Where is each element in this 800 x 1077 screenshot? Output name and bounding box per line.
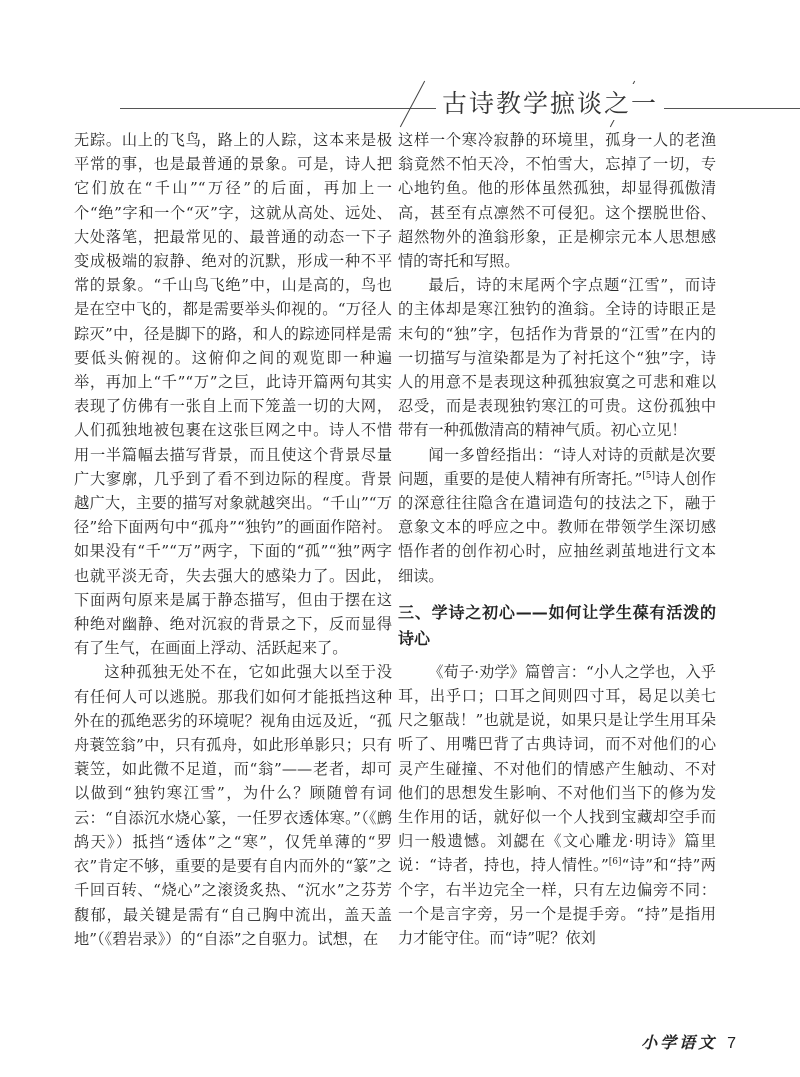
page-footer <box>641 1030 736 1053</box>
paragraph-text: “诗”和“持”两个字，右半边完全一样，只有左边偏旁不同：一个是言字旁，另一个是提手旁。“持”是指用力才能守住。而“诗”呢？依刘 <box>398 856 716 948</box>
paragraph-text: 诗人创作的深意往往隐含在遣词造句的技法之下，融于意象文本的呼应之中。教师在带领学生深切感悟作者的创作初心时，应抽丝剥茧地进行文本细读。 <box>398 469 716 585</box>
article-series-title: 古诗教学摭谈之一 <box>436 84 664 120</box>
right-column <box>398 128 716 950</box>
page-number: 7 <box>727 1035 736 1052</box>
body-paragraph: 无踪。山上的飞鸟，路上的人踪，这本来是极平常的事，也是最普通的景象。可是，诗人把它们放在“千山”“万径”的后面，再加上一个“绝”字和一个“灭”字，这就从高处、远处、大处落笔，把最常见的、最普通的动态一下子变成极端的寂静、绝对的沉默，形成一种不平常的景象。“千山鸟飞绝”中，山是高的，鸟也是在空中飞的，都是需要举头仰视的。“万径人踪灭”中，径是脚下的路，和人的踪迹同样是需要低头俯视的。这俯仰之间的观览即一种遍举，再加上“千”“万”之巨，此诗开篇两句其实表现了仿佛有一张自上而下笼盖一切的大网，人们孤独地被包裹在这张巨网之中。诗人不惜用一半篇幅去描写背景，而且使这个背景尽量广大寥廓，几乎到了看不到边际的程度。背景越广大，主要的描写对象就越突出。“千山”“万径”给下面两句中“孤舟”“独钓”的画面作陪衬。如果没有“千”“万”两字，下面的“孤”“独”两字也就平淡无奇，失去强大的感染力了。因此，下面两句原来是属于静态描写，但由于摆在这种绝对幽静、绝对沉寂的背景之下，反而显得有了生气，在画面上浮动、活跃起来了。 <box>74 131 392 658</box>
header-slash-left <box>400 81 425 127</box>
citation-ref[interactable]: [6] <box>608 857 622 868</box>
body-paragraph: 这种孤独无处不在，它如此强大以至于没有任何人可以逃脱。那我们如何才能抵挡这种外在的孤绝恶劣的环境呢？视角由远及近，“孤舟蓑笠翁”中，只有孤舟，如此形单影只；只有蓑笠，如此微不足道，而“翁”——老者，却可以做到“独钓寒江雪”，为什么？顾随曾有词云：“自添沉水烧心篆，一任罗衣透体寒。”（《鹧鸪天》）抵挡“透体”之“寒”，仅凭单薄的“罗衣”肯定不够，重要的是要有自内而外的“篆”之千回百转、“烧心”之滚烫炙热、“沉水”之芬芳馥郁，最关键是需有“自己胸中流出，盖天盖地”（《碧岩录》）的“自添”之自驱力。试想，在 <box>74 663 392 948</box>
body-paragraph <box>398 443 716 588</box>
left-column <box>74 128 392 951</box>
body-paragraph <box>398 660 716 950</box>
paragraph-text: 《荀子·劝学》篇曾言：“小人之学也，入乎耳，出乎口；口耳之间则四寸耳，曷足以美七尺之躯哉！”也就是说，如果只是让学生用耳朵听了、用嘴巴背了古典诗词，而不对他们的心灵产生碰撞、不对他们的情感产生触动、不对他们的思想发生影响、不对他们当下的修为发生作用的话，就好似一个人找到宝藏却空手而归一般遗憾。刘勰在《文心雕龙·明诗》篇里说：“诗者，持也，持人情性。” <box>398 662 716 875</box>
citation-ref[interactable]: [5] <box>642 470 655 481</box>
body-paragraph: 这样一个寒冷寂静的环境里，孤身一人的老渔翁竟然不怕天冷，不怕雪大，忘掉了一切，专心地钓鱼。他的形体虽然孤独，却显得孤傲清高，甚至有点凛然不可侵犯。这个摆脱世俗、超然物外的渔翁形象，正是柳宗元本人思想感情的寄托和写照。 <box>398 131 716 271</box>
paragraph-text: 闻一多曾经指出：“诗人对诗的贡献是次要问题，重要的是使人精神有所寄托。” <box>398 445 716 488</box>
journal-brand: 小学语文 <box>641 1033 718 1052</box>
body-paragraph: 最后，诗的末尾两个字点题“江雪”，而诗的主体却是寒江独钓的渔翁。全诗的诗眼正是末句的“独”字，包括作为背景的“江雪”在内的一切描写与渲染都是为了衬托这个“独”字，诗人的用意不是表现这种孤独寂寞之可悲和难以忍受，而是表现独钓寒江的可贵。这份孤独中带有一种孤傲清高的精神气质。初心立见！ <box>398 276 716 440</box>
section-heading: 三、学诗之初心——如何让学生葆有活泼的诗心 <box>398 602 716 648</box>
